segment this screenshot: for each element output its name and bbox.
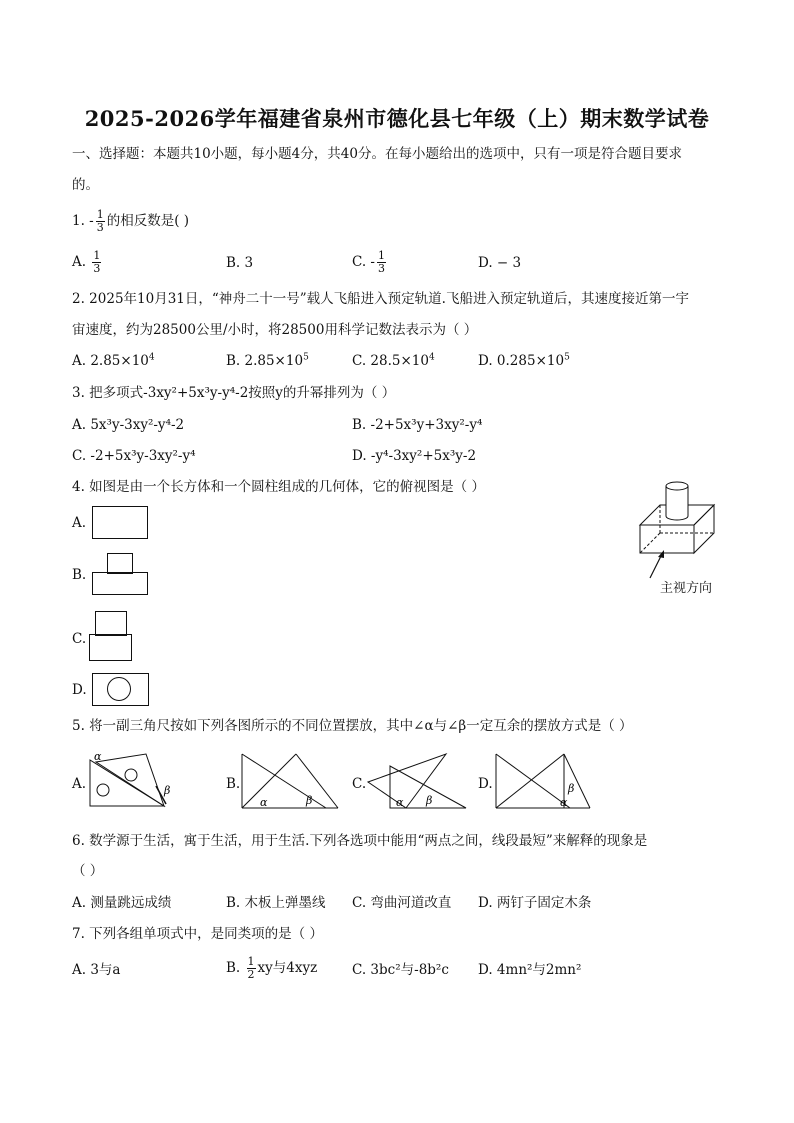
q5-option-c-label[interactable]: C. — [352, 776, 367, 792]
q4-option-b-figure-top[interactable] — [107, 553, 133, 574]
q5-option-d-figure[interactable] — [494, 752, 594, 810]
question-2-line1: 2. 2025年10月31日，“神舟二十一号”载人飞船进入预定轨道.飞船进入预定轨道后，其速度接近第一宇 — [72, 291, 689, 307]
q1-option-a[interactable]: A. $\frac{1}{3}$ — [72, 249, 101, 275]
q1-fraction: $\frac{1}{3}$ — [96, 208, 104, 234]
q5-c-beta: β — [426, 794, 433, 807]
q2-option-d[interactable]: D. $0.285\times 10^5$ — [478, 352, 570, 369]
q4-option-b-figure-base[interactable] — [92, 572, 148, 595]
q4-option-c-figure-base[interactable] — [89, 634, 132, 661]
q1-option-b[interactable]: B. 3 — [226, 255, 254, 271]
q5-option-b-label[interactable]: B. — [226, 776, 241, 792]
q7-option-b[interactable]: B. $\frac{1}{2}$ xy与4xyz — [226, 955, 318, 981]
q5-option-a-figure[interactable] — [86, 748, 186, 812]
question-7-stem: 7. 下列各组单项式中，是同类项的是（ ） — [72, 926, 323, 942]
q4-option-d-circle — [107, 677, 131, 701]
question-6-line1: 6. 数学源于生活，寓于生活，用于生活.下列各选项中能用“两点之间，线段最短”来解释的现象是 — [72, 833, 648, 849]
q1-prefix: 1. - — [72, 213, 94, 229]
q3-option-c[interactable]: C. -2+5x³y-3xy²-y⁴ — [72, 448, 196, 464]
q5-a-alpha: α — [94, 750, 102, 763]
q3-option-a[interactable]: A. 5x³y-3xy²-y⁴-2 — [72, 417, 185, 433]
q1-option-c[interactable]: C. - $\frac{1}{3}$ — [352, 249, 385, 275]
q5-option-a-label[interactable]: A. — [72, 776, 87, 792]
q5-c-alpha: α — [396, 796, 404, 809]
q4-option-d-label[interactable]: D. — [72, 682, 87, 698]
section-heading-line2: 的。 — [72, 177, 99, 193]
q6-option-a[interactable]: A. 测量跳远成绩 — [72, 895, 172, 911]
q5-b-alpha: α — [260, 796, 268, 809]
q5-a-beta: β — [164, 784, 171, 797]
q3-option-d[interactable]: D. -y⁴-3xy²+5x³y-2 — [352, 448, 477, 464]
q5-option-d-label[interactable]: D. — [478, 776, 493, 792]
q7-option-d[interactable]: D. 4mn²与2mn² — [478, 962, 582, 978]
q4-option-b-label[interactable]: B. — [72, 567, 87, 583]
q2-option-c[interactable]: C. $28.5\times 10^4$ — [352, 352, 435, 369]
question-2-line2: 宙速度，约为28500公里/小时，将28500用科学记数法表示为（ ） — [72, 322, 478, 338]
q5-option-c-figure[interactable] — [366, 752, 470, 810]
q4-option-c-figure-top[interactable] — [95, 611, 127, 636]
section-heading-line1: 一、选择题：本题共10小题，每小题4分，共40分。在每小题给出的选项中，只有一项是符合题目要求 — [72, 146, 682, 162]
q7-option-a[interactable]: A. 3与a — [72, 962, 121, 978]
q7-option-c[interactable]: C. 3bc²与-8b²c — [352, 962, 449, 978]
q2-option-a[interactable]: A. $2.85\times 10^4$ — [72, 352, 155, 369]
q4-option-a-label[interactable]: A. — [72, 515, 87, 531]
q6-option-c[interactable]: C. 弯曲河道改直 — [352, 895, 452, 911]
page-title: 2025-2026学年福建省泉州市德化县七年级（上）期末数学试卷 — [84, 106, 710, 131]
question-5-stem: 5. 将一副三角尺按如下列各图所示的不同位置摆放，其中∠α与∠β一定互余的摆放方式是（ ） — [72, 718, 633, 734]
q4-solid-figure — [636, 478, 726, 583]
q4-view-direction-label: 主视方向 — [660, 581, 713, 596]
q5-d-alpha: α — [560, 796, 568, 809]
q1-option-d[interactable]: D. − 3 — [478, 255, 522, 271]
q5-option-b-figure[interactable] — [240, 752, 340, 810]
q5-d-beta: β — [568, 782, 575, 795]
q6-option-d[interactable]: D. 两钉子固定木条 — [478, 895, 592, 911]
q4-option-a-figure[interactable] — [92, 506, 148, 539]
question-4-stem: 4. 如图是由一个长方体和一个圆柱组成的几何体，它的俯视图是（ ） — [72, 479, 485, 495]
question-6-line2: （ ） — [72, 863, 104, 879]
q4-option-c-label[interactable]: C. — [72, 631, 87, 647]
q3-option-b[interactable]: B. -2+5x³y+3xy²-y⁴ — [352, 417, 483, 433]
question-1-stem — [72, 209, 189, 234]
q1-suffix: 的相反数是( ) — [106, 213, 190, 229]
q6-option-b[interactable]: B. 木板上弹墨线 — [226, 895, 326, 911]
question-3-stem: 3. 把多项式-3xy²+5x³y-y⁴-2按照y的升幂排列为（ ） — [72, 385, 396, 401]
q5-b-beta: β — [306, 794, 313, 807]
q2-option-b[interactable]: B. $2.85\times 10^5$ — [226, 352, 309, 369]
